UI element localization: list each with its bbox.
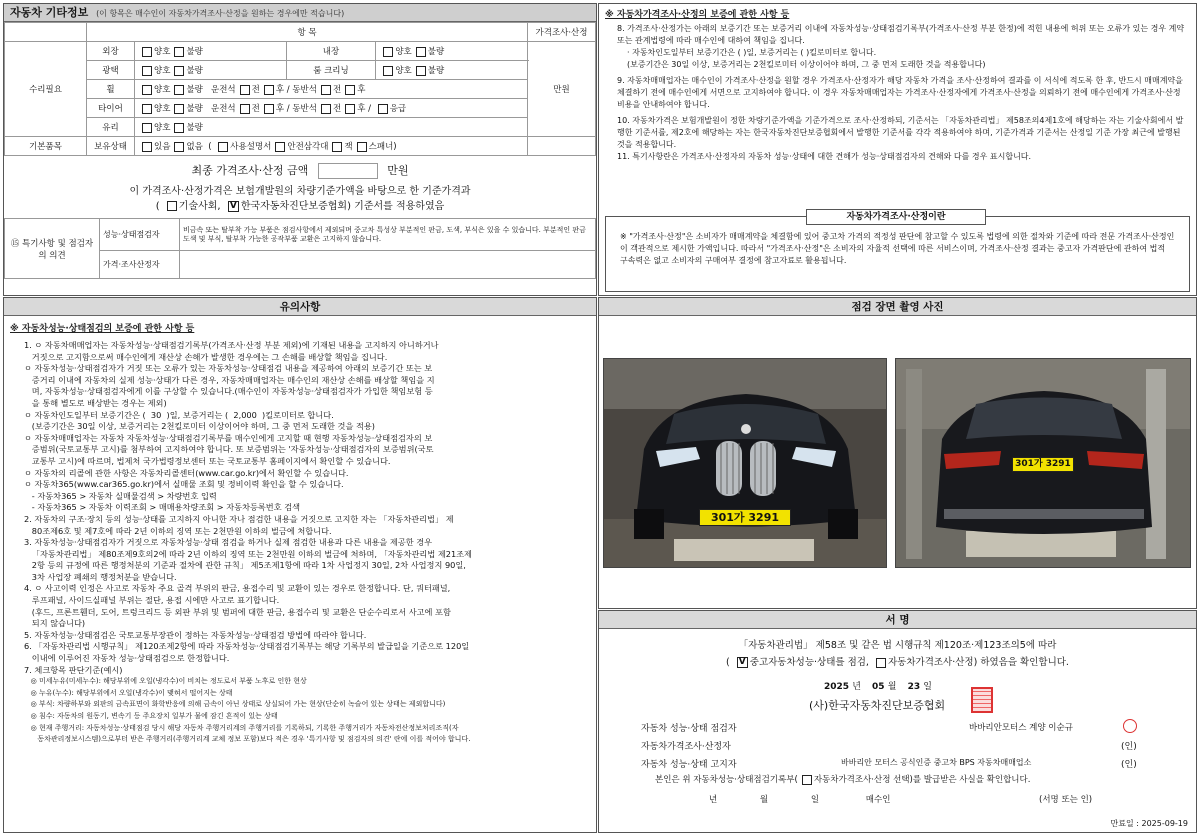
tire-pass-rear-checkbox[interactable]: [345, 104, 355, 114]
special-notes-table: [4, 218, 596, 279]
sig-row3: [641, 757, 1141, 770]
notice-line: 4. ㅇ 사고이력 인정은 사고로 자동차 주요 골격 부위의 판금, 용접수리 및 교환이 있는 경우로 한정합니다. 단, 쿼터패널,: [24, 583, 451, 594]
tire-driver-front-checkbox[interactable]: [240, 104, 250, 114]
sig-month-unit: 월: [887, 682, 897, 692]
rear: 후: [357, 104, 366, 114]
interior-bad-checkbox[interactable]: [416, 47, 426, 57]
sig-buyer-row: [709, 793, 1179, 805]
notice-line: 동차관리정보시스템)으로부터 받은 주행거리(주행거리계 교체 정보 포함)보다 적은 경우 '특기사항 및 점검자의 의견' 란에 이를 적어야 합니다.: [24, 735, 471, 744]
passenger-seat: 동반석: [292, 85, 317, 95]
repair-label: 수리필요: [5, 42, 87, 137]
basic-has-checkbox[interactable]: [142, 142, 152, 152]
driver-seat: 운전석: [210, 104, 236, 114]
rear: 후: [275, 104, 285, 114]
glass-good-checkbox[interactable]: [142, 123, 152, 133]
wheel-driver-rear-checkbox[interactable]: [264, 85, 274, 95]
manual: 사용설명서: [230, 142, 272, 152]
final-price-label: 최종 가격조사·산정 금액: [191, 164, 309, 177]
row-interior: 내장: [286, 42, 376, 61]
notice-header: 유의사항: [4, 298, 596, 316]
sig-year-unit: 년: [852, 682, 861, 692]
front-plate: 301가 3291: [699, 509, 791, 526]
notice-line: 3차 사업장 폐쇄의 행정처분을 받습니다.: [24, 571, 177, 582]
jack-checkbox[interactable]: [332, 142, 342, 152]
sig-row3-value: 바바리안 모터스 공식인증 중고차 BPS 자동차매매업소: [841, 758, 1032, 767]
basis-opt2: 한국자동차진단보증협회: [240, 201, 348, 212]
triangle: 안전삼각대: [287, 142, 329, 152]
sig-sign-or-seal: (서명 또는 인): [1039, 795, 1093, 805]
final-price-input[interactable]: [318, 163, 378, 179]
sig-row1: [641, 721, 1141, 734]
polish-good-checkbox[interactable]: [142, 66, 152, 76]
front: 전: [332, 104, 342, 114]
item-11: 11. 특기사항란은 가격조사·산정자의 자동차 성능·상태에 대한 견해가 성능·상태점검자의 견해와 다를 경우 표시합니다.: [617, 152, 1032, 161]
signature-date: [824, 679, 932, 692]
signature-header: 서 명: [599, 611, 1196, 629]
item-10: 10. 자동차가격은 보험개발원이 정한 차량기준가액을 기준가격으로 조사·산정하되, 기준서는 「자동차관리법」 제58조의4제1호에 해당하는 자는 기술사회에서 발행한 기준서를, 제2호에 해당하는 자는 한국자동차진단보증협회에서 발행한 기준서를 각각 적용하여야 하며, 기준가격과 기준서는 산정일 기준 가장 최근에 발행된 것을 적용합니다.: [617, 116, 1184, 149]
print-date: 만료일 : 2025-09-19: [1110, 819, 1188, 828]
notice-line: ㅇ 자동차인도일부터 보증기간은 ( 30 )일, 보증거리는 ( 2,000 )킬로미터로 합니다.: [24, 409, 334, 420]
price-inspector-label: 가격·조사산정자: [100, 251, 180, 279]
item-8-period: · 자동차인도일부터 보증기간은 ( )일, 보증거리는 ( )킬로미터로 합니다.: [627, 48, 877, 57]
notice-line: 1. ㅇ 자동차매매업자는 자동차성능·상태점검기록부(가격조사·산정 부분 제외)에 기재된 내용을 고지하지 아니하거나: [24, 340, 439, 350]
tire-pass-front-checkbox[interactable]: [321, 104, 331, 114]
opt-bad: 불량: [186, 104, 203, 114]
notice-line: - 자동차365 > 자동차 실매물검색 > 차량번호 입력: [24, 490, 217, 501]
sig-row3-seal: (인): [1121, 760, 1137, 770]
notice-line: 7. 체크항목 판단기준(예시): [24, 664, 123, 675]
opt-bad: 불량: [186, 123, 203, 133]
repair-table: 항 목 가격조사·산정 수리필요 외장 양호 불량 내장 양호 불량 만원 광택 양호 불량 룸 크리닝 양호 불량 휠 양호 불량 운전석 전 후 / 동반석 전 후 타이어 양호 불량 운전석 전 후 / 동반석 전 후 / 응급 유리 양호 불량 기본품목 보유상태 있음 없음 ( 사용설명서 안전삼각대 잭 스패너): [4, 22, 596, 156]
tire-driver-rear-checkbox[interactable]: [264, 104, 274, 114]
spanner: 스패너: [368, 142, 394, 152]
inspector-text: 비금속 또는 탈부착 가능 부품은 점검사항에서 제외되며 중고차 특성상 부분적인 판금, 도색, 부식은 있을 수 있습니다. 부분적인 판금 도색 및 부식, 탈부착 가능한 공작부품 교환은 고지하지 않습니다.: [180, 219, 596, 251]
inspector-seal: [1123, 719, 1137, 733]
notice-line: ㅇ 자동차매매업자는 자동차 자동차성능·상태점검기록부를 매수인에게 고지할 때 현행 자동차성능·상태점검자의 보: [24, 432, 433, 443]
panel-note: (이 항목은 매수인이 자동차가격조사·산정을 원하는 경우에만 적습니다): [96, 9, 345, 18]
sig-buyer: 매수인: [865, 795, 891, 805]
sig-blank-year: 년: [709, 795, 718, 805]
item-8: 8. 가격조사·산정가는 아래의 보증기간 또는 보증거리 이내에 자동차성능·상태점검기록부(가격조사·산정 부분 한정)에 적힌 내용에 허위 또는 오류가 있는 경우 계약 또는 관계법령에 따라 매수인에 대하여 책임을 집니다.: [617, 24, 1185, 45]
basis-line1: 이 가격조사·산정가격은 보험개발원의 차량기준가액을 바탕으로 한 기준가격과: [129, 186, 471, 197]
passenger-seat: 동반석: [292, 104, 317, 114]
manual-checkbox[interactable]: [218, 142, 228, 152]
notice-line: (보증기간은 30일 이상, 보증거리는 2천킬로미터 이상이어야 하며, 그 중 먼저 도래한 것을 적용): [24, 421, 375, 432]
opt-good: 양호: [154, 123, 171, 133]
basis-opt2-checkbox[interactable]: V: [228, 201, 239, 212]
notice-line: 「자동차관리법」 제80조제9호의2에 따라 2년 이하의 징역 또는 2천만원 이하의 벌금에 처하며, 「자동차관리법 제21조제: [24, 548, 472, 559]
notice-line: ㅇ 자동차365(www.car365.go.kr)에서 실매물 조회 및 정비이력 확인을 할 수 있습니다.: [24, 479, 344, 490]
notice-line: ㅇ 자동차의 리콜에 관한 사항은 자동차리콜센터(www.car.go.kr)에서 확인할 수 있습니다.: [24, 467, 349, 478]
special-label: ⑮ 특기사항 및 점검자의 의견: [5, 219, 100, 279]
sig-year: 2025: [824, 682, 850, 692]
opt-good: 양호: [154, 85, 171, 95]
notice-line: 을 통해 별도로 배상받는 경우는 제외): [24, 397, 167, 408]
notice-line: ㅇ 자동차성능·상태점검자가 거짓 또는 오류가 있는 자동차성능·상태점검 내용을 제공하여 아래의 보증기간 또는 보: [24, 363, 433, 374]
final-price-unit: 만원: [387, 164, 409, 177]
spanner-checkbox[interactable]: [357, 142, 367, 152]
notice-line: 80조제6호 및 제7호에 따라 2년 이하의 징역 또는 2천만원 이하의 벌금에 처합니다.: [24, 525, 332, 536]
rear: 후: [357, 85, 366, 95]
notice-line: 되지 않습니다): [24, 618, 86, 629]
opt-good: 양호: [154, 47, 171, 57]
notice-line: 5. 자동차성능·상태점검은 국토교통부장관이 정하는 자동차성능·상태점검 방법에 따라야 합니다.: [24, 629, 367, 640]
triangle-checkbox[interactable]: [275, 142, 285, 152]
opt-good: 양호: [395, 47, 412, 57]
has: 있음: [154, 142, 171, 152]
driver-seat: 운전석: [210, 85, 236, 95]
sig-day-unit: 일: [923, 682, 932, 692]
price-unit: 만원: [528, 42, 596, 137]
sig-month: 05: [872, 682, 885, 692]
rear-plate: 301가 3291: [1012, 457, 1074, 472]
signature-panel: [598, 610, 1197, 833]
basis-tail: ) 기준서를 적용하였음: [347, 201, 445, 212]
opt-bad: 불량: [186, 66, 203, 76]
inspector-label: 성능·상태점검자: [100, 219, 180, 251]
room-good-checkbox[interactable]: [383, 66, 393, 76]
none: 없음: [186, 142, 203, 152]
jack: 잭: [344, 142, 353, 152]
assoc-seal: [971, 687, 993, 713]
room-bad-checkbox[interactable]: [416, 66, 426, 76]
signature-confirm-line: ( V 중고자동차성능·상태를 점검, 자동차가격조사·산정) 하였음을 확인합니다.: [726, 657, 1069, 668]
price-definition-text: ※ "가격조사·산정"은 소비자가 매매계약을 체결함에 있어 중고차 가격의 적정성 판단에 참고할 수 있도록 법령에 의한 절차와 기준에 따라 전문 가격조사·산정인이 객관적으로 제시한 가액입니다. 따라서 "가격조사·산정"은 소비자의 자율적 선택에 따른 서비스이며, 가격조사·산정 결과는 중고자 가격판단에 관하여 법적 구속력은 없고 소비자의 구매여부 결정에 참고자료로 활용됩니다.: [620, 232, 1175, 265]
tire-bad-checkbox[interactable]: [174, 104, 184, 114]
row-room-clean: 룸 크리닝: [286, 61, 376, 80]
price-definition-box: [605, 212, 1190, 292]
notice-lines: [4, 340, 596, 746]
notice-line: 3. 자동차성능·상태점검자가 거짓으로 자동차성능·상태 점검을 하거나 실제 점검한 내용과 다른 내용을 제공한 경우: [24, 537, 433, 548]
polish-bad-checkbox[interactable]: [174, 66, 184, 76]
signature-law-line: 「자동차관리법」 제58조 및 같은 법 시행규칙 제120조·제123조의5에 따라: [738, 640, 1057, 651]
col-price-header: 가격조사·산정: [528, 23, 596, 42]
emergency: 응급: [389, 104, 407, 114]
assoc-name: (사)한국자동차진단보증협회: [809, 699, 946, 712]
sig-blank-day: 일: [810, 795, 820, 805]
price-guarantee-title: ※ 자동차가격조사·산정의 보증에 관한 사항 등: [605, 10, 790, 20]
tire-emergency-checkbox[interactable]: [378, 104, 388, 114]
col-item-header: 항 목: [87, 23, 528, 42]
notice-line: 2항 등의 규정에 따른 행정처분의 기준과 절차에 관한 규칙」 제5조제1항에 따라 1차 사업정지 30일, 2차 사업정지 90일,: [24, 560, 466, 571]
notice-line: ◎ 누유(누수): 해당부위에서 오일(냉각수)이 맺혀서 떨어지는 상태: [24, 688, 233, 697]
item-8-note: (보증기간은 30일 이상, 보증거리는 2천킬로미터 이상이어야 하며, 그 중 먼저 도래한 것을 적용합니다): [627, 60, 986, 69]
notice-line: 루프패널, 사이드실패널 부위는 절단, 용접 시에만 사고로 표기합니다.: [24, 595, 280, 606]
sig-row3-label: 자동차 성능·상태 고지자: [641, 760, 737, 770]
opt-bad: 불량: [186, 47, 203, 57]
rear-car-photo: [895, 358, 1191, 568]
notice-title: ※ 자동차성능·상태점검의 보증에 관한 사항 등: [10, 324, 195, 334]
rear: 후: [275, 85, 285, 95]
opt-good: 양호: [395, 66, 412, 76]
notice-line: 거짓으로 고지함으로써 매수인에게 재산상 손해가 발생한 경우에는 그 손해를 배상할 책임을 집니다.: [24, 351, 388, 362]
sig-opt1: 중고자동차성능·상태를 점검,: [749, 657, 869, 668]
wheel-bad-checkbox[interactable]: [174, 85, 184, 95]
notice-line: 교통부 고시)에 따르며, 법제처 국가법령정보센터 또는 국토교통부 홈페이지에서 확인할 수 있습니다.: [24, 455, 391, 466]
sig-notice-checkbox[interactable]: [802, 775, 812, 785]
row-wheel: 휠: [87, 80, 135, 99]
opt-good: 양호: [154, 66, 171, 76]
wheel-pass-front-checkbox[interactable]: [321, 85, 331, 95]
final-price-row: [4, 161, 596, 181]
row-exterior: 외장: [87, 42, 135, 61]
notice-line: 며, 자동차성능·상태점검자에게 이를 구상할 수 있습니다.(매수인이 자동차성능·상태점검자가 가입한 책임보험 등: [24, 386, 433, 397]
notice-line: ◎ 미세누유(미세누수): 해당부위에 오일(냉각수)이 비치는 정도로서 부품 노후로 인한 현상: [24, 677, 307, 686]
front: 전: [251, 85, 260, 95]
sig-row1-label: 자동차 성능·상태 점검자: [641, 724, 737, 734]
basis-opt1: 기술사회,: [178, 201, 221, 212]
front: 전: [251, 104, 260, 114]
photos-panel: [598, 297, 1197, 609]
sig-row2-label: 자동차가격조사·산정자: [641, 742, 731, 752]
opt-good: 양호: [154, 104, 171, 114]
opt-bad: 불량: [427, 47, 445, 57]
sig-row1-value: 바바리안모터스 계양 이순규: [969, 723, 1073, 733]
photos-header: 점검 장면 촬영 사진: [599, 298, 1196, 316]
exterior-good-checkbox[interactable]: [142, 47, 152, 57]
notice-line: - 자동차365 > 자동차 이력조회 > 매매용차량조회 > 자동차등록번호 검색: [24, 502, 301, 513]
front-car-illustration: [604, 359, 887, 568]
price-guarantee-panel: [598, 3, 1197, 296]
basis-text: 이 가격조사·산정가격은 보험개발원의 차량기준가액을 바탕으로 한 기준가격과 ( 기술사회, V 한국자동차진단보증협회) 기준서를 적용하였음: [4, 184, 596, 214]
opt-bad: 불량: [186, 85, 203, 95]
front-car-photo: [603, 358, 887, 568]
opt-bad: 불량: [427, 66, 445, 76]
row-polish: 광택: [87, 61, 135, 80]
sig-row2: [641, 739, 1141, 752]
row-glass: 유리: [87, 118, 135, 137]
sig-opt2-checkbox[interactable]: [876, 658, 886, 668]
basis-opt1-checkbox[interactable]: [167, 201, 177, 211]
notice-line: (후드, 프론트휀더, 도어, 트렁크리드 등 외판 부위 및 범퍼에 대한 판금, 용접수리 및 교환은 단순수리로서 사고에 포함: [24, 606, 451, 617]
panel-title: 자동차 기타정보: [10, 6, 89, 19]
exterior-bad-checkbox[interactable]: [174, 47, 184, 57]
glass-bad-checkbox[interactable]: [174, 123, 184, 133]
notice-line: ◎ 현재 주행거리: 자동차성능·상태점검 당시 해당 자동차 주행거리계의 주행거리를 기록하되, 기록한 주행거리가 자동차전산정보처리조직(자: [24, 723, 459, 732]
sig-notice-a: 본인은 위 자동차성능·상태점검기록부(: [655, 775, 798, 785]
price-guarantee-list: [599, 23, 1196, 163]
vehicle-other-info-panel: [3, 3, 597, 296]
notice-line: ◎ 부식: 차량하부와 외판의 금속표면이 화학반응에 의해 금속이 아닌 상태로 상실되어 가는 현상(단순히 녹슬어 있는 상태는 제외합니다): [24, 700, 446, 709]
sig-notice: [655, 773, 1030, 785]
wheel-driver-front-checkbox[interactable]: [240, 85, 250, 95]
wheel-pass-rear-checkbox[interactable]: [345, 85, 355, 95]
sig-notice-b: 자동차가격조사·산정 선택)를 발급받은 사실을 확인합니다.: [813, 775, 1031, 785]
notice-line: 6. 「자동차관리법 시행규칙」 제120조제2항에 따라 자동차성능·상태점검기록부는 해당 기록부의 발급일을 기준으로 120일: [24, 641, 470, 652]
notice-line: ◎ 침수: 자동차의 원동기, 변속기 등 주요장치 일부가 물에 잠긴 흔적이 있는 상태: [24, 712, 278, 720]
sig-opt2: 자동차가격조사·산정) 하였음을 확인합니다.: [887, 657, 1069, 668]
sig-blank-month: 월: [759, 795, 769, 805]
basic-status: 보유상태: [87, 137, 135, 156]
front: 전: [332, 85, 342, 95]
basic-label: 기본품목: [5, 137, 87, 156]
item-9: 9. 자동차매매업자는 매수인이 가격조사·산정을 원할 경우 가격조사·산정자가 해당 자동차 가격을 조사·산정하여 결과를 이 서식에 적도록 한 후, 반드시 매매계약을 체결하기 전에 매수인에게 서면으로 고지하여야 합니다. 이 경우 자동차매매업자는 가격조사·산정자에게 가격조사·산정을 의뢰하기 전에 매수인에게 가격조사·산정 비용을 안내하여야 합니다.: [617, 76, 1183, 109]
notice-line: 증거리 이내에 자동차의 실제 성능·상태가 다른 경우, 자동차매매업자는 매수인의 재산상 손해를 배상할 책임을 지: [24, 374, 435, 385]
wheel-good-checkbox[interactable]: [142, 85, 152, 95]
notice-line: 증범위(국토교통부 고시)를 첨부하여 고지하여야 합니다. 또 보증범위는 '자동차성능·상태점검자의 보증범위(국토: [24, 444, 434, 455]
interior-good-checkbox[interactable]: [383, 47, 393, 57]
panel-header: [4, 4, 596, 22]
notice-line: 이내에 이루어진 자동차 성능·상태점검으로 한정합니다.: [24, 653, 230, 664]
basic-none-checkbox[interactable]: [174, 142, 184, 152]
sig-day: 23: [907, 682, 921, 692]
sig-row2-value: (인): [1121, 742, 1137, 752]
price-definition-title: 자동차가격조사·산정이란: [806, 209, 986, 225]
row-tire: 타이어: [87, 99, 135, 118]
tire-good-checkbox[interactable]: [142, 104, 152, 114]
notice-panel: [3, 297, 597, 833]
sig-opt1-checkbox[interactable]: V: [737, 657, 748, 668]
notice-line: 2. 자동차의 구조·장치 등의 성능·상태를 고지하지 아니한 자나 점검한 내용을 거짓으로 고지한 자는 「자동차관리법」 제: [24, 513, 454, 524]
